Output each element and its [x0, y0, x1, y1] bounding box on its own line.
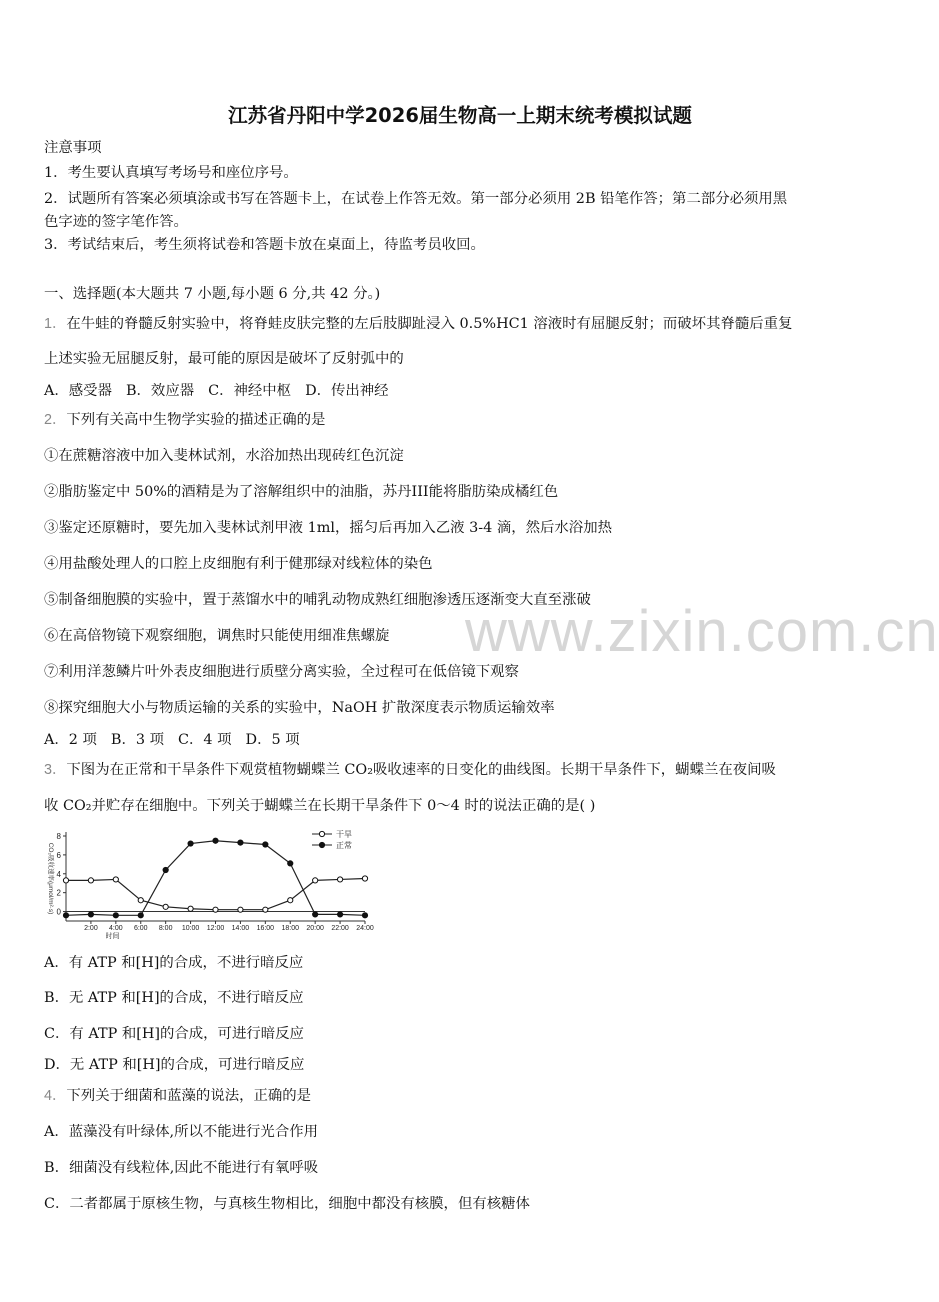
data-point — [337, 912, 342, 917]
q2-item-6: ⑥在高倍物镜下观察细胞，调焦时只能使用细准焦螺旋 — [44, 628, 390, 644]
q2-option-d: D．5 项 — [245, 732, 300, 748]
legend-label: 正常 — [336, 841, 352, 850]
q3-option-c: C．有 ATP 和[H]的合成，可进行暗反应 — [44, 1026, 304, 1042]
notice-3: 3．考试结束后，考生须将试卷和答题卡放在桌面上，待监考员收回。 — [44, 237, 485, 253]
data-point — [63, 878, 68, 883]
q2-item-7: ⑦利用洋葱鳞片叶外表皮细胞进行质壁分离实验，全过程可在低倍镜下观察 — [44, 664, 519, 680]
q2-option-a: A．2 项 — [44, 732, 97, 748]
x-tick-label: 8:00 — [158, 925, 173, 932]
q2-item-3: ③鉴定还原糖时，要先加入斐林试剂甲液 1ml，摇匀后再加入乙液 3-4 滴，然后水浴加热 — [44, 520, 612, 536]
q1-stem-line1: 在牛蛙的脊髓反射实验中，将脊蛙皮肤完整的左后肢脚趾浸入 0.5%HC1 溶液时有屈腿反射；而破坏其脊髓后重复 — [66, 316, 793, 332]
data-point — [288, 898, 293, 903]
y-axis-label: CO₂吸收速率(μmol/m²·s) — [47, 842, 54, 915]
y-tick-label: 8 — [56, 832, 61, 841]
x-tick-label: 22:00 — [331, 925, 349, 932]
data-point — [313, 912, 318, 917]
data-point — [362, 876, 367, 881]
q4-stem — [44, 1086, 311, 1106]
data-point — [138, 913, 143, 918]
data-point — [213, 838, 218, 843]
notice-1: 1．考生要认真填写考场号和座位序号。 — [44, 165, 298, 181]
data-point — [213, 907, 218, 912]
x-tick-label: 14:00 — [231, 925, 250, 932]
series-line-正常 — [66, 841, 365, 916]
data-point — [238, 840, 243, 845]
q1-option-a: A．感受器 — [44, 383, 112, 399]
x-tick-label: 12:00 — [206, 925, 225, 932]
q2-number: 2． — [44, 412, 67, 428]
q2-stem — [44, 410, 325, 430]
q4-number: 4． — [44, 1088, 67, 1104]
data-point — [138, 898, 143, 903]
co2-absorption-chart — [40, 826, 374, 942]
data-point — [263, 907, 268, 912]
x-tick-label: 2:00 — [84, 925, 98, 932]
q2-stem-text: 下列有关高中生物学实验的描述正确的是 — [66, 412, 326, 428]
q2-option-c: C．4 项 — [178, 732, 232, 748]
page-title: 江苏省丹阳中学2026届生物高一上期末统考模拟试题 — [228, 104, 692, 127]
legend-marker — [319, 831, 324, 836]
q2-item-4: ④用盐酸处理人的口腔上皮细胞有利于健那绿对线粒体的染色 — [44, 556, 433, 572]
legend-label: 干旱 — [336, 830, 352, 839]
q1-option-d: D．传出神经 — [305, 383, 389, 399]
q2-options — [44, 730, 314, 750]
q3-option-b: B．无 ATP 和[H]的合成，不进行暗反应 — [44, 990, 304, 1006]
q3-option-a: A．有 ATP 和[H]的合成，不进行暗反应 — [44, 955, 304, 971]
data-point — [163, 904, 168, 909]
notice-2-cont: 色字迹的签字笔作答。 — [44, 214, 188, 230]
q2-item-5: ⑤制备细胞膜的实验中，置于蒸馏水中的哺乳动物成熟红细胞渗透压逐渐变大直至涨破 — [44, 592, 591, 608]
y-tick-label: 0 — [56, 907, 61, 917]
q2-option-b: B．3 项 — [110, 732, 164, 748]
series-line-干旱 — [66, 879, 365, 910]
y-tick-label: 6 — [56, 850, 61, 860]
x-tick-label: 20:00 — [306, 925, 324, 932]
data-point — [188, 906, 193, 911]
q3-stem-line2: 收 CO₂并贮存在细胞中。下列关于蝴蝶兰在长期干旱条件下 0～4 时的说法正确的是( ) — [44, 798, 596, 814]
q2-item-2: ②脂肪鉴定中 50%的酒精是为了溶解组织中的油脂，苏丹III能将脂肪染成橘红色 — [44, 484, 559, 500]
q3-number: 3． — [44, 762, 67, 778]
q1-option-c: C．神经中枢 — [208, 383, 292, 399]
q1-stem — [44, 314, 792, 334]
q4-option-b: B．细菌没有线粒体,因此不能进行有氧呼吸 — [44, 1160, 319, 1176]
data-point — [163, 867, 168, 872]
data-point — [188, 841, 193, 846]
q2-item-1: ①在蔗糖溶液中加入斐林试剂，水浴加热出现砖红色沉淀 — [44, 448, 404, 464]
q4-stem-text: 下列关于细菌和蓝藻的说法，正确的是 — [66, 1088, 312, 1104]
x-tick-label: 18:00 — [281, 925, 300, 932]
y-tick-label: 4 — [56, 869, 61, 879]
data-point — [337, 877, 342, 882]
q1-option-b: B．效应器 — [125, 383, 195, 399]
watermark: www.zixin.com.cn — [465, 599, 939, 664]
data-point — [88, 912, 93, 917]
data-point — [313, 878, 318, 883]
notice-heading: 注意事项 — [44, 140, 102, 156]
q4-option-a: A．蓝藻没有叶绿体,所以不能进行光合作用 — [44, 1124, 318, 1140]
x-tick-label: 10:00 — [181, 925, 200, 932]
q1-options — [44, 381, 403, 401]
data-point — [113, 877, 118, 882]
q1-stem-line2: 上述实验无屈腿反射，最可能的原因是破坏了反射弧中的 — [44, 351, 404, 367]
legend-marker — [319, 842, 324, 847]
data-point — [288, 861, 293, 866]
x-axis-label: 时间 — [105, 933, 120, 940]
q2-item-8: ⑧探究细胞大小与物质运输的关系的实验中，NaOH 扩散深度表示物质运输效率 — [44, 700, 555, 716]
q3-option-d: D．无 ATP 和[H]的合成，可进行暗反应 — [44, 1057, 305, 1073]
data-point — [88, 878, 93, 883]
data-point — [263, 842, 268, 847]
q3-stem — [44, 760, 776, 780]
x-tick-label: 24:00 — [356, 925, 374, 932]
x-tick-label: 16:00 — [256, 925, 275, 932]
q3-stem-line1: 下图为在正常和干旱条件下观赏植物蝴蝶兰 CO₂吸收速率的日变化的曲线图。长期干旱条件下，蝴蝶兰在夜间吸 — [66, 762, 776, 778]
notice-2: 2．试题所有答案必须填涂或书写在答题卡上，在试卷上作答无效。第一部分必须用 2B 铅笔作答；第二部分必须用黑 — [44, 191, 788, 207]
y-tick-label: 2 — [56, 888, 61, 898]
data-point — [113, 913, 118, 918]
q4-option-c: C．二者都属于原核生物，与真核生物相比，细胞中都没有核膜，但有核糖体 — [44, 1196, 530, 1212]
data-point — [63, 913, 68, 918]
q1-number: 1． — [44, 316, 67, 332]
x-tick-label: 6:00 — [133, 925, 148, 932]
data-point — [362, 913, 367, 918]
data-point — [238, 907, 243, 912]
x-tick-label: 4:00 — [109, 925, 123, 932]
section-heading: 一、选择题(本大题共 7 小题,每小题 6 分,共 42 分。) — [44, 286, 381, 302]
